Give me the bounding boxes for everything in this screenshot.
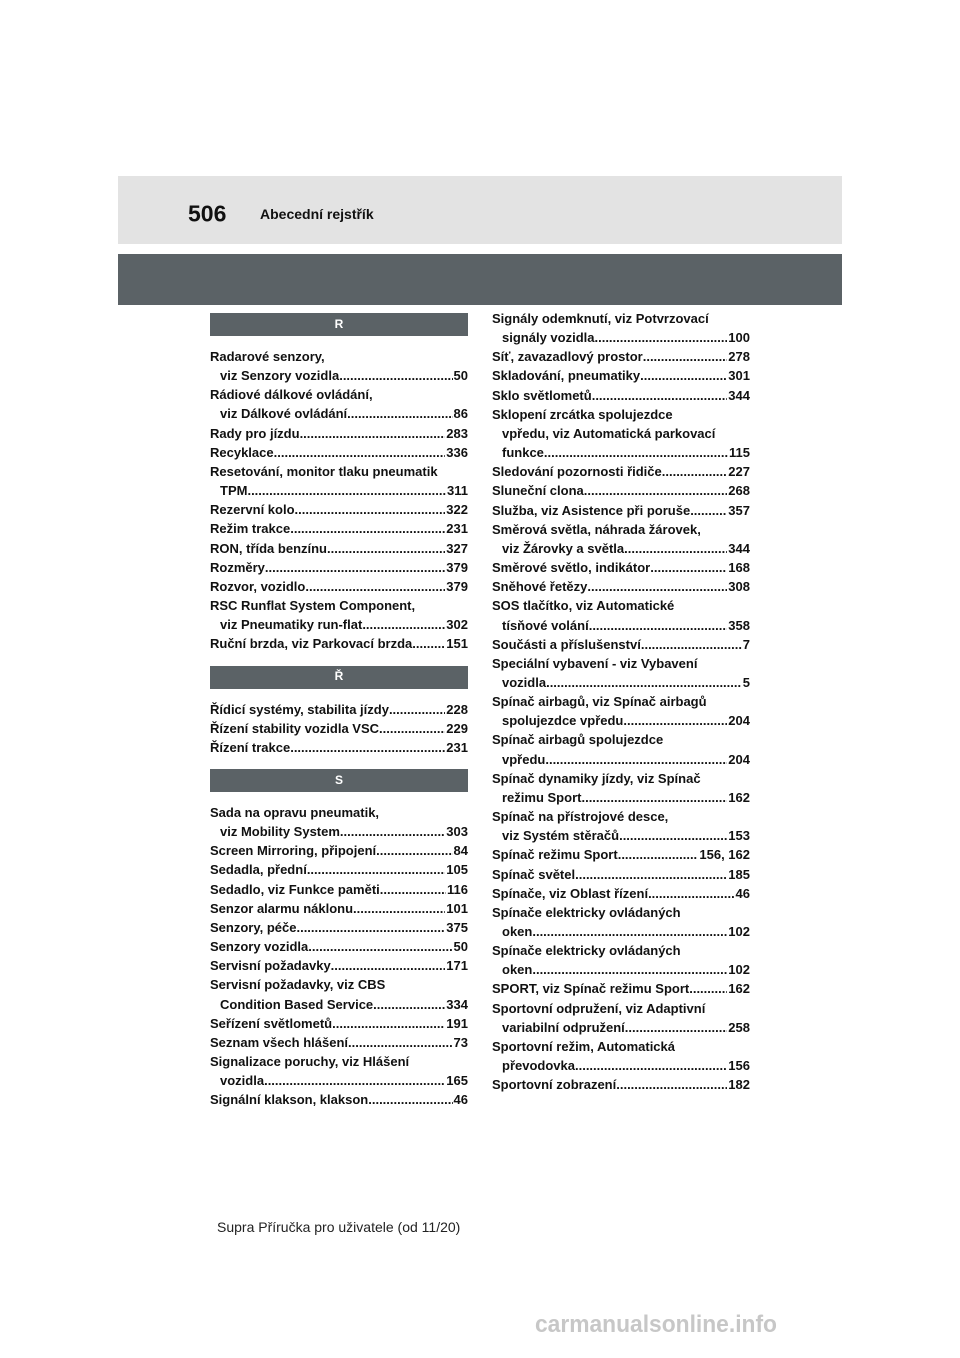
entry-page-ref: 182 — [728, 1077, 750, 1093]
leader-dots — [376, 841, 452, 860]
index-entry — [210, 596, 468, 634]
entry-term: Radarové senzory, — [210, 349, 325, 364]
entry-term: Sklo světlometů — [492, 387, 592, 403]
entry-page-ref: 334 — [446, 996, 468, 1012]
entry-term: vpředu — [502, 751, 546, 767]
leader-dots — [305, 577, 445, 596]
entry-page-ref: 168 — [728, 560, 750, 576]
entry-term: Speciální vybavení - viz Vybavení — [492, 655, 698, 671]
index-entry — [492, 730, 750, 768]
entry-term: Senzory, péče — [210, 919, 297, 935]
entry-term: Signální klakson, klakson — [210, 1092, 369, 1108]
leader-dots — [290, 519, 445, 538]
leader-dots — [625, 1018, 728, 1037]
entry-term: Řízení trakce — [210, 739, 291, 755]
leader-dots — [274, 443, 446, 462]
leader-dots — [640, 366, 727, 385]
index-entry — [210, 1033, 468, 1052]
leader-dots — [623, 711, 727, 730]
index-entry — [492, 1037, 750, 1075]
entry-page-ref: 375 — [446, 919, 468, 935]
entry-page-ref: 165 — [446, 1073, 468, 1089]
entry-term: Senzory vozidla — [210, 939, 309, 955]
index-entry — [492, 462, 750, 481]
index-entry — [492, 577, 750, 596]
entry-page-ref: 100 — [728, 330, 750, 346]
leader-dots — [339, 366, 452, 385]
entry-term: Rady pro jízdu — [210, 425, 300, 441]
entry-page-ref: 102 — [728, 962, 750, 978]
entry-page-ref: 156 — [728, 1058, 750, 1074]
leader-dots — [643, 347, 728, 366]
letter-heading: S — [210, 769, 468, 792]
index-entry — [492, 654, 750, 692]
leader-dots — [362, 615, 445, 634]
entry-term: spolujezdce vpředu — [502, 713, 624, 729]
entry-page-ref: 231 — [446, 521, 468, 537]
index-entry — [210, 1014, 468, 1033]
entry-page-ref: 357 — [728, 502, 750, 518]
leader-dots — [332, 1014, 445, 1033]
leader-dots — [587, 577, 727, 596]
index-column-left — [210, 313, 468, 1109]
index-entry — [492, 1075, 750, 1094]
entry-term: Servisní požadavky — [210, 958, 331, 974]
leader-dots — [308, 937, 452, 956]
index-entry — [210, 385, 468, 423]
entry-page-ref: 171 — [446, 958, 468, 974]
leader-dots — [584, 481, 728, 500]
index-entry — [210, 719, 468, 738]
index-entry — [210, 462, 468, 500]
leader-dots — [575, 865, 727, 884]
entry-page-ref: 102 — [728, 924, 750, 939]
leader-dots — [592, 386, 728, 405]
entry-page-ref: 191 — [446, 1015, 468, 1031]
entry-term: Služba, viz Asistence při poruše — [492, 502, 691, 518]
leader-dots — [300, 424, 446, 443]
leader-dots — [594, 328, 727, 347]
index-entry — [492, 386, 750, 405]
entry-term: TPM — [220, 483, 248, 499]
index-entry — [492, 979, 750, 998]
entry-term: Senzor alarmu náklonu — [210, 900, 354, 916]
leader-dots — [348, 1033, 453, 1052]
entry-page-ref: 344 — [728, 387, 750, 403]
index-entry — [492, 558, 750, 577]
entry-page-ref: 50 — [453, 368, 468, 384]
index-entry — [492, 501, 750, 520]
entry-term: Součásti a příslušenství — [492, 636, 641, 652]
entry-page-ref: 162 — [728, 981, 750, 997]
entry-term: oken — [502, 962, 533, 978]
entry-term: viz Systém stěračů — [502, 828, 620, 844]
entry-term: Spínač světel — [492, 866, 576, 882]
watermark: carmanualsonline.info — [535, 1311, 777, 1338]
section-title: Abecední rejstřík — [260, 206, 374, 222]
index-entry — [210, 918, 468, 937]
entry-term: Směrové světlo, indikátor — [492, 560, 651, 576]
leader-dots — [296, 918, 445, 937]
entry-page-ref: 336 — [446, 444, 468, 460]
entry-term: Sada na opravu pneumatik, — [210, 804, 380, 820]
leader-dots — [662, 462, 728, 481]
entry-page-ref: 258 — [728, 1019, 750, 1035]
entry-term: Řízení stability vozidla VSC — [210, 720, 380, 736]
entry-page-ref: 50 — [453, 939, 468, 955]
index-entry — [492, 481, 750, 500]
leader-dots — [581, 788, 727, 807]
entry-page-ref: 278 — [728, 349, 750, 365]
entry-page-ref: 105 — [446, 862, 468, 878]
entry-page-ref: 268 — [728, 483, 750, 499]
index-entry — [492, 845, 750, 864]
leader-dots — [532, 922, 727, 941]
entry-term: Sedadla, přední — [210, 862, 307, 878]
index-entry — [492, 405, 750, 462]
index-entry — [210, 519, 468, 538]
leader-dots — [616, 1075, 727, 1094]
index-entry — [210, 500, 468, 519]
entry-term: Servisní požadavky, viz CBS — [210, 977, 386, 993]
entry-term: Spínače, viz Oblast řízení — [492, 885, 649, 901]
leader-dots — [648, 884, 734, 903]
entry-page-ref: 308 — [728, 579, 750, 595]
index-entry — [210, 1090, 468, 1109]
entry-page-ref: 231 — [446, 739, 468, 755]
leader-dots — [624, 539, 727, 558]
index-entry — [210, 1052, 468, 1090]
page-header — [118, 176, 842, 244]
index-entry — [210, 738, 468, 757]
index-entry — [492, 347, 750, 366]
entry-term: Rezervní kolo — [210, 502, 295, 518]
entry-page-ref: 73 — [453, 1034, 468, 1050]
entry-page-ref: 358 — [728, 617, 750, 633]
leader-dots — [265, 558, 445, 577]
index-entry — [492, 635, 750, 654]
entry-term: Condition Based Service — [220, 996, 374, 1012]
entry-term: Síť, zavazadlový prostor — [492, 349, 643, 365]
entry-term: vozidla — [502, 674, 547, 690]
entry-term: vpředu, viz Automatická parkovací — [502, 425, 716, 441]
entry-term: Řídicí systémy, stabilita jízdy — [210, 701, 389, 717]
leader-dots — [353, 899, 445, 918]
leader-dots — [641, 635, 742, 654]
entry-term: režimu Sport — [502, 789, 582, 805]
entry-term: Seřízení světlometů — [210, 1015, 333, 1031]
entry-term: viz Pneumatiky run-flat — [220, 617, 363, 633]
index-entry — [210, 975, 468, 1013]
entry-term: Sedadlo, viz Funkce paměti — [210, 881, 380, 897]
entry-page-ref: 322 — [446, 502, 468, 518]
entry-term: Sněhové řetězy — [492, 579, 588, 595]
entry-page-ref: 101 — [446, 900, 468, 916]
index-entry — [210, 860, 468, 879]
entry-page-ref: 7 — [742, 636, 750, 652]
entry-page-ref: 229 — [446, 720, 468, 736]
entry-term: viz Senzory vozidla — [220, 368, 340, 384]
entry-page-ref: 204 — [728, 751, 750, 767]
index-entry — [492, 596, 750, 634]
entry-term: oken — [502, 924, 533, 939]
leader-dots — [347, 404, 452, 423]
index-entry — [210, 956, 468, 975]
entry-term: Ruční brzda, viz Parkovací brzda — [210, 636, 413, 652]
index-entry — [210, 634, 468, 653]
index-entry — [492, 769, 750, 807]
entry-term: Spínač dynamiky jízdy, viz Spínač — [492, 770, 701, 786]
entry-term: Rozměry — [210, 559, 265, 575]
entry-term: Sluneční clona — [492, 483, 584, 499]
entry-term: RSC Runflat System Component, — [210, 598, 416, 614]
leader-dots — [690, 501, 727, 520]
leader-dots — [545, 750, 727, 769]
entry-term: Seznam všech hlášení — [210, 1034, 349, 1050]
entry-page-ref: 86 — [453, 406, 468, 422]
entry-page-ref: 185 — [728, 866, 750, 882]
entry-term: Signály odemknutí, viz Potvrzovací — [492, 311, 709, 326]
leader-dots — [544, 443, 728, 462]
entry-term: Screen Mirroring, připojení — [210, 843, 377, 859]
entry-page-ref: 151 — [446, 636, 468, 652]
entry-term: převodovka — [502, 1058, 575, 1074]
leader-dots — [327, 539, 445, 558]
index-entry — [492, 999, 750, 1037]
index-entry — [210, 899, 468, 918]
index-entry — [492, 692, 750, 730]
entry-page-ref: 84 — [453, 843, 468, 859]
entry-term: Sledování pozornosti řidiče — [492, 464, 662, 480]
index-entry — [210, 700, 468, 719]
leader-dots — [380, 880, 446, 899]
index-entry — [210, 841, 468, 860]
leader-dots — [546, 673, 742, 692]
entry-page-ref: 115 — [729, 445, 750, 461]
index-entry — [210, 937, 468, 956]
entry-term: Směrová světla, náhrada žárovek, — [492, 521, 701, 537]
index-entry — [210, 347, 468, 385]
leader-dots — [389, 700, 445, 719]
entry-term: SOS tlačítko, viz Automatické — [492, 598, 675, 614]
index-entry — [210, 539, 468, 558]
index-entry — [492, 807, 750, 845]
index-entry — [492, 520, 750, 558]
entry-term: Skladování, pneumatiky — [492, 368, 641, 384]
entry-term: Spínač airbagů, viz Spínač airbagů — [492, 694, 707, 710]
entry-term: SPORT, viz Spínač režimu Sport — [492, 981, 690, 997]
index-entry — [210, 880, 468, 899]
index-entry — [210, 443, 468, 462]
entry-page-ref: 46 — [453, 1092, 468, 1108]
entry-term: vozidla — [220, 1073, 265, 1089]
entry-page-ref: 162 — [728, 789, 750, 805]
leader-dots — [264, 1071, 445, 1090]
entry-term: Sportovní zobrazení — [492, 1077, 617, 1093]
entry-term: Rádiové dálkové ovládání, — [210, 387, 373, 403]
index-entry — [492, 865, 750, 884]
entry-term: Režim trakce — [210, 521, 291, 537]
entry-page-ref: 379 — [446, 559, 468, 575]
entry-term: Resetování, monitor tlaku pneumatik — [210, 463, 438, 479]
entry-term: Spínače elektricky ovládaných — [492, 943, 681, 959]
leader-dots — [295, 500, 446, 519]
entry-page-ref: 303 — [446, 824, 468, 840]
entry-page-ref: 116 — [447, 881, 468, 897]
leader-dots — [618, 845, 699, 864]
leader-dots — [412, 634, 445, 653]
index-entry — [210, 424, 468, 443]
leader-dots — [532, 960, 727, 979]
leader-dots — [575, 1056, 727, 1075]
entry-page-ref: 311 — [447, 483, 468, 499]
index-entry — [492, 884, 750, 903]
leader-dots — [331, 956, 446, 975]
leader-dots — [247, 481, 446, 500]
leader-dots — [290, 738, 445, 757]
leader-dots — [650, 558, 727, 577]
leader-dots — [307, 860, 445, 879]
index-entry — [492, 309, 750, 347]
entry-term: Recyklace — [210, 444, 274, 460]
index-entry — [492, 366, 750, 385]
entry-page-ref: 5 — [742, 674, 750, 690]
leader-dots — [379, 719, 445, 738]
leader-dots — [373, 995, 445, 1014]
entry-term: tísňové volání — [502, 617, 589, 633]
entry-term: Spínač na přístrojové desce, — [492, 809, 669, 825]
leader-dots — [340, 822, 445, 841]
entry-term: Signalizace poruchy, viz Hlášení — [210, 1054, 410, 1069]
index-entry — [492, 903, 750, 941]
page-footer: Supra Příručka pro uživatele (od 11/20) — [217, 1219, 461, 1235]
entry-page-ref: 301 — [728, 368, 750, 384]
entry-term: RON, třída benzínu — [210, 540, 327, 556]
entry-page-ref: 302 — [446, 617, 468, 633]
leader-dots — [589, 616, 728, 635]
entry-page-ref: 153 — [728, 828, 750, 844]
index-entry — [210, 558, 468, 577]
entry-term: signály vozidla — [502, 330, 595, 346]
entry-page-ref: 156, 162 — [699, 847, 750, 863]
page-number: 506 — [188, 200, 227, 227]
entry-term: Sklopení zrcátka spolujezdce — [492, 406, 673, 422]
letter-heading: R — [210, 313, 468, 336]
entry-page-ref: 228 — [446, 701, 468, 717]
entry-term: Sportovní režim, Automatická — [492, 1038, 675, 1054]
entry-term: viz Dálkové ovládání — [220, 406, 348, 422]
index-entry — [492, 941, 750, 979]
entry-term: funkce — [502, 445, 544, 461]
index-entry — [210, 803, 468, 841]
entry-page-ref: 46 — [735, 885, 750, 901]
letter-heading: Ř — [210, 666, 468, 689]
entry-page-ref: 344 — [728, 540, 750, 556]
leader-dots — [368, 1090, 452, 1109]
index-entry — [210, 577, 468, 596]
entry-term: Spínač režimu Sport — [492, 847, 618, 863]
entry-term: Rozvor, vozidlo — [210, 578, 306, 594]
entry-page-ref: 227 — [728, 464, 750, 480]
entry-term: viz Žárovky a světla — [502, 540, 625, 556]
entry-page-ref: 327 — [446, 540, 468, 556]
entry-page-ref: 204 — [728, 713, 750, 729]
header-band — [118, 254, 842, 305]
entry-page-ref: 283 — [446, 425, 468, 441]
index-column-right — [492, 309, 750, 1094]
leader-dots — [619, 826, 727, 845]
entry-term: Spínače elektricky ovládaných — [492, 904, 681, 920]
entry-page-ref: 379 — [446, 578, 468, 594]
entry-term: viz Mobility System — [220, 824, 340, 840]
entry-term: Spínač airbagů spolujezdce — [492, 732, 664, 748]
leader-dots — [689, 979, 727, 998]
entry-term: variabilní odpružení — [502, 1019, 625, 1035]
entry-term: Sportovní odpružení, viz Adaptivní — [492, 1000, 706, 1016]
